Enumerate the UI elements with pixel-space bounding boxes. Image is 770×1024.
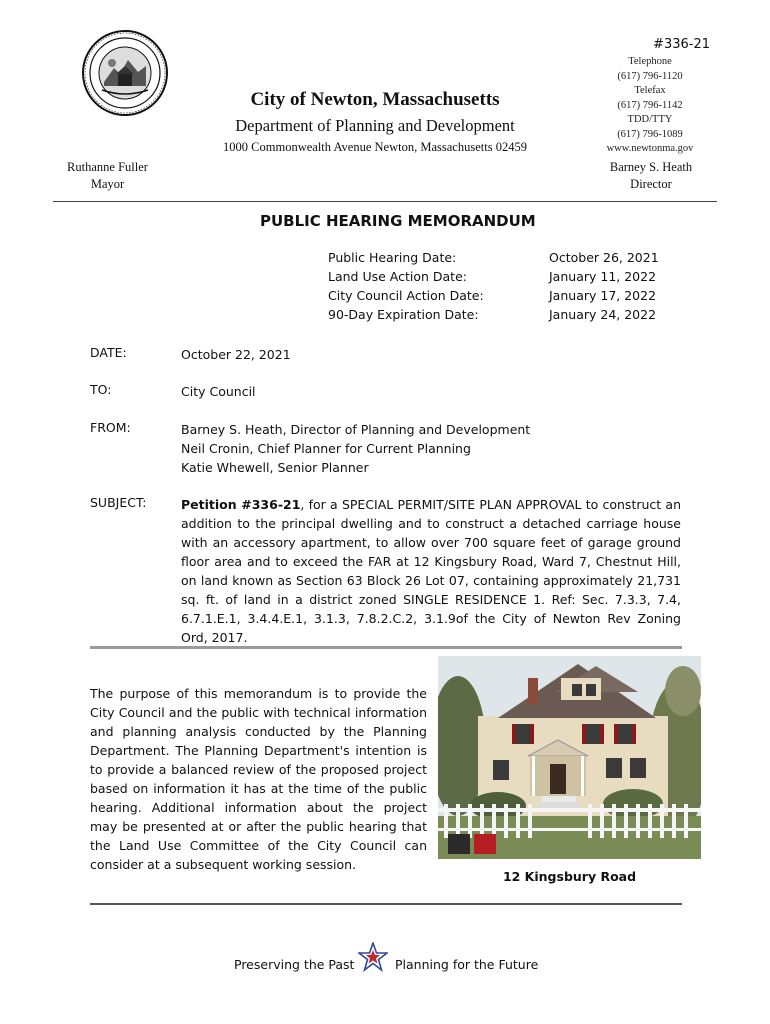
photo-caption: 12 Kingsbury Road: [502, 869, 637, 884]
section-divider: [90, 646, 682, 649]
from-line-director: Barney S. Heath, Director of Planning and Development: [181, 422, 531, 437]
footer-divider: [90, 903, 682, 905]
subject-body: , for a SPECIAL PERMIT/SITE PLAN APPROVAL to construct an addition to the principal dwelling and to construct a detached carriage house with an accessory apartment, to allow over 700 square feet of garage ground floor area and to exceed the FAR at 12 Kingsbury Road, Ward 7, Chestnut Hill, on land known as Section 63 Block 26 Lot 07, containing approximately 21,731 sq. ft. of land in a district zoned SINGLE RESIDENCE 1. Ref: Sec. 7.3.3, 7.4, 6.7.1.E.1, 3.4.4.E.1, 3.1.3, 7.8.2.C.2, 3.1.9of the City of Newton Rev Zoning Ord, 2017.: [181, 497, 681, 645]
date-value: October 22, 2021: [181, 347, 291, 362]
from-line-senior-planner: Katie Whewell, Senior Planner: [181, 460, 369, 475]
tdd-number: (617) 796-1089: [617, 128, 683, 140]
subject-label: SUBJECT:: [90, 495, 147, 510]
telephone-label: Telephone: [628, 56, 672, 67]
star-logo-icon: [358, 942, 388, 972]
mayor-block: [60, 159, 155, 192]
expiration-date-label: 90-Day Expiration Date:: [328, 307, 479, 322]
memo-title: PUBLIC HEARING MEMORANDUM: [260, 212, 536, 230]
director-name: Barney S. Heath: [609, 160, 693, 174]
land-use-date-value: January 11, 2022: [549, 269, 657, 284]
city-title: City of Newton, Massachusetts: [250, 89, 500, 110]
house-photo: [438, 656, 701, 859]
date-label: DATE:: [90, 345, 127, 360]
land-use-date-label: Land Use Action Date:: [328, 269, 467, 284]
to-label: TO:: [90, 382, 112, 397]
expiration-date-value: January 24, 2022: [549, 307, 657, 322]
from-label: FROM:: [90, 420, 131, 435]
footer-tagline-left: Preserving the Past: [234, 957, 355, 972]
from-list: [181, 420, 530, 477]
city-seal-icon: [82, 30, 168, 116]
petition-number: #336-21: [653, 37, 710, 52]
telephone-number: (617) 796-1120: [617, 70, 683, 82]
from-line-chief-planner: Neil Cronin, Chief Planner for Current Planning: [181, 441, 471, 456]
petition-reference: Petition #336-21: [181, 497, 301, 512]
council-action-date-value: January 17, 2022: [549, 288, 657, 303]
mayor-title: Mayor: [90, 176, 125, 191]
purpose-paragraph: The purpose of this memorandum is to provide the City Council and the public with technical information and planning analysis conducted by the Planning Department. The Planning Department's intention is to provide a balanced review of the proposed project based on information it has at the time of the public hearing. Additional information about the project may be presented at or after the public hearing that the Land Use Committee of the City Council can consider at a subsequent working session.: [90, 686, 427, 872]
letterhead-divider: [53, 201, 717, 202]
telefax-number: (617) 796-1142: [617, 99, 683, 111]
public-hearing-date-value: October 26, 2021: [549, 250, 659, 265]
website-link[interactable]: www.newtonma.gov: [606, 143, 694, 154]
address-line: 1000 Commonwealth Avenue Newton, Massachusetts 02459: [223, 140, 527, 154]
to-value: City Council: [181, 384, 256, 399]
department-title: Department of Planning and Development: [235, 116, 515, 135]
footer-tagline-right: Planning for the Future: [395, 957, 539, 972]
telefax-label: Telefax: [634, 85, 666, 96]
mayor-name: Ruthanne Fuller: [67, 160, 148, 174]
tdd-label: TDD/TTY: [627, 114, 673, 125]
director-block: [596, 159, 706, 192]
public-hearing-date-label: Public Hearing Date:: [328, 250, 457, 265]
subject-text: [181, 495, 681, 647]
director-title: Director: [630, 176, 672, 191]
contact-block: [590, 55, 710, 157]
council-action-date-label: City Council Action Date:: [328, 288, 484, 303]
